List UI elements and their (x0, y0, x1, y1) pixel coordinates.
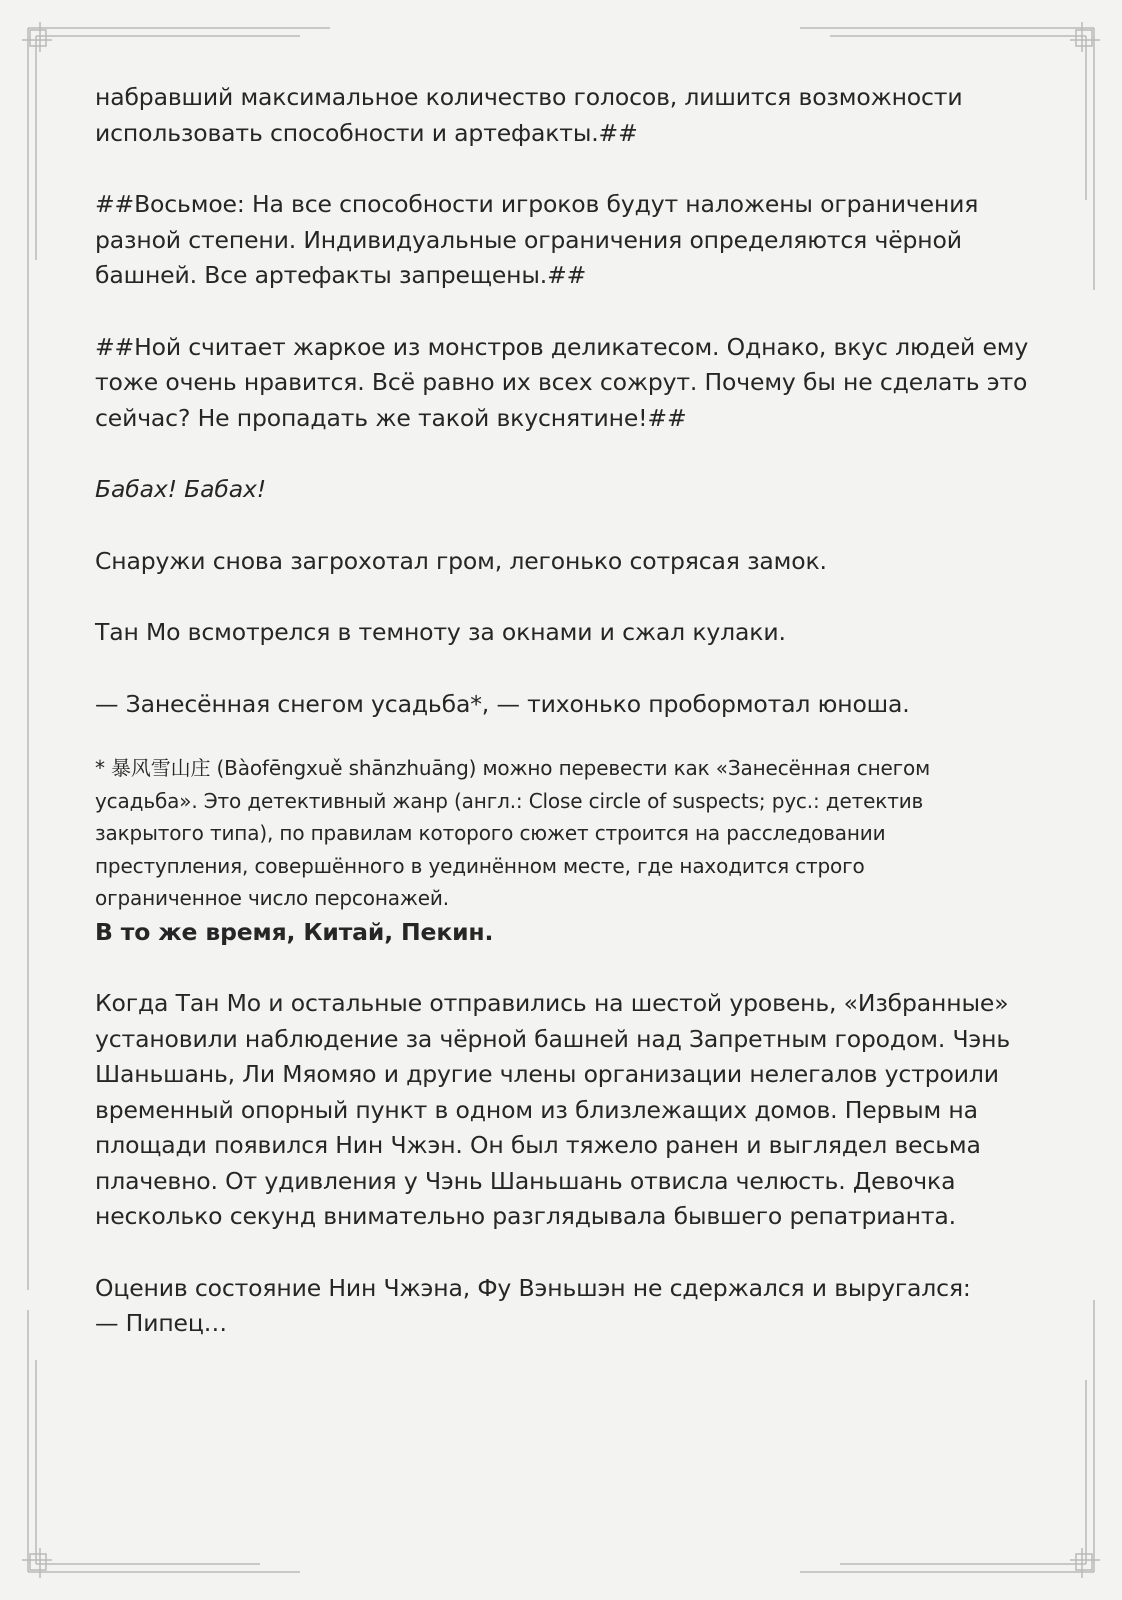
paragraph: Оценив состояние Нин Чжэна, Фу Вэньшэн не сдержался и выругался: (95, 1273, 971, 1302)
sound-effect: Бабах! Бабах! (95, 475, 267, 503)
paragraph: Тан Мо всмотрелся в темноту за окнами и сжал кулаки. (95, 618, 786, 646)
paragraph: набравший максимальное количество голосов, лишится возможности использовать способности и артефакты.## (95, 83, 963, 147)
dialogue-line: — Занесённая снегом усадьба*, — тихонько пробормотал юноша. (95, 689, 910, 718)
paragraph: ##Восьмое: На все способности игроков будут наложены ограничения разной степени. Индивидуальные ограничения определяются чёрной башней. Все артефакты запрещены.## (95, 190, 979, 289)
paragraph: Снаружи снова загрохотал гром, легонько сотрясая замок. (95, 546, 827, 575)
paragraph: Когда Тан Мо и остальные отправились на шестой уровень, «Избранные» установили наблюдение за чёрной башней над Запретным городом. Чэнь Шаньшань, Ли Мяомяо и другие члены организации нелегалов устроили временный опорный пункт в одном из близлежащих домов. Первым на площади появился Нин Чжэн. Он был тяжело ранен и выглядел весьма плачевно. От удивления у Чэнь Шаньшань отвисла челюсть. Девочка несколько секунд внимательно разглядывала бывшего репатрианта. (95, 989, 1011, 1230)
section-heading: В то же время, Китай, Пекин. (95, 917, 494, 946)
page-text (95, 80, 1045, 1342)
paragraph: ##Ной считает жаркое из монстров деликатесом. Однако, вкус людей ему тоже очень нравится. Всё равно их всех сожрут. Почему бы не сделать это сейчас? Не пропадать же такой вкуснятине!## (95, 332, 1029, 432)
dialogue-line: — Пипец… (95, 1309, 228, 1337)
footnote: * 暴风雪山庄 (Bàofēngxuě shānzhuāng) можно перевести как «Занесённая снегом усадьба». Это детективный жанр (англ.: Close circle of suspects; рус.: детектив закрытого типа), по правилам которого сюжет строится на расследовании преступления, совершённого в уединённом месте, где находится строго ограниченное число персонажей. (95, 756, 931, 910)
